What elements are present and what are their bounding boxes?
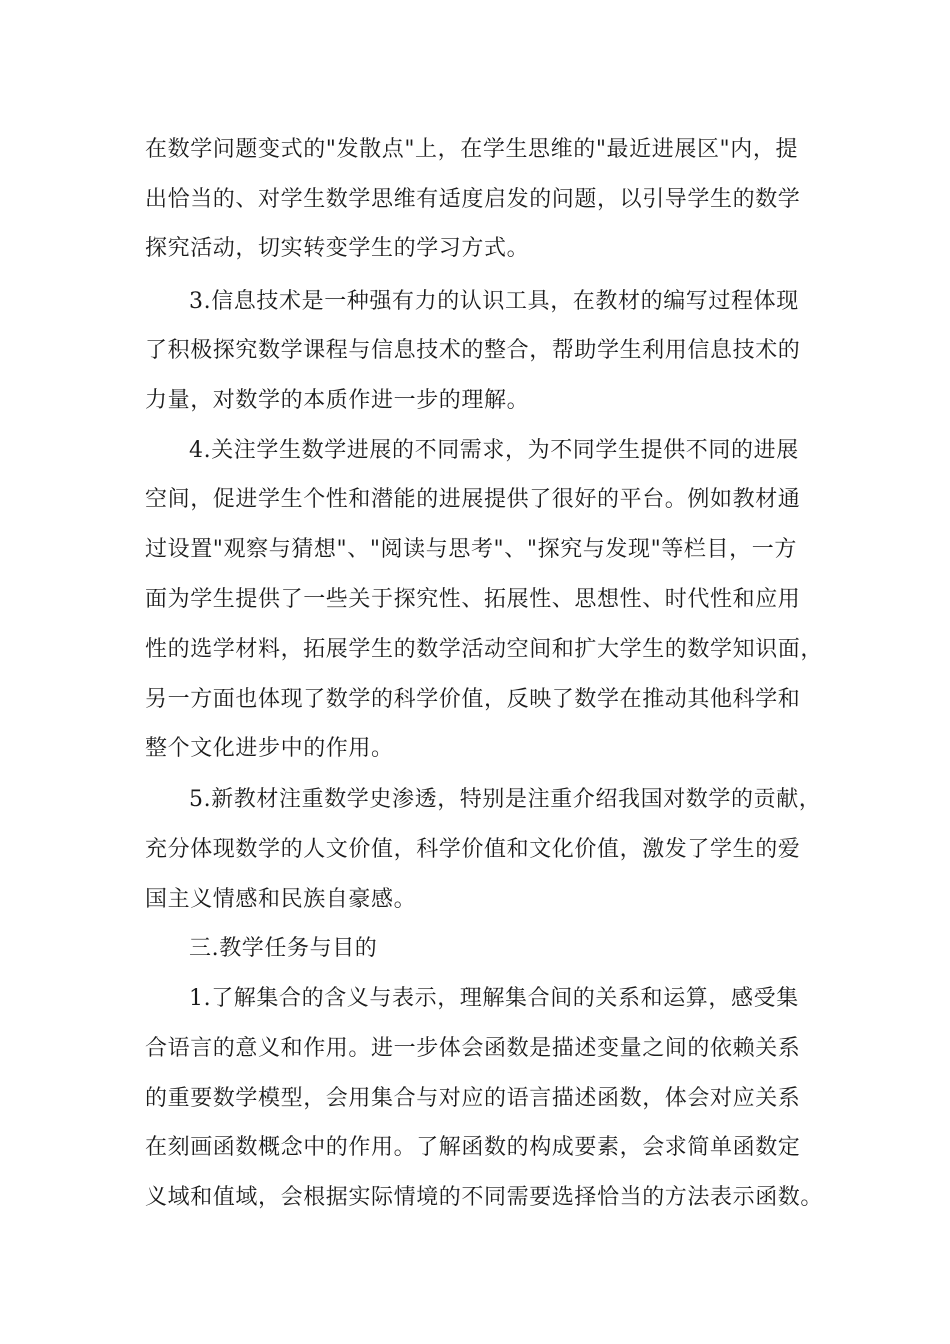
text-line: 过设置"观察与猜想"、"阅读与思考"、"探究与发现"等栏目，一方 — [145, 537, 797, 562]
text-line: 在刻画函数概念中的作用。了解函数的构成要素，会求简单函数定 — [145, 1135, 801, 1160]
section-heading: 三.教学任务与目的 — [189, 936, 378, 961]
text-line: 充分体现数学的人文价值，科学价值和文化价值，激发了学生的爱 — [145, 837, 801, 862]
text-line: 探究活动，切实转变学生的学习方式。 — [145, 236, 530, 261]
text-line: 面为学生提供了一些关于探究性、拓展性、思想性、时代性和应用 — [145, 587, 801, 612]
text-line: 国主义情感和民族自豪感。 — [145, 887, 417, 912]
paragraph-1-first-line: 1.了解集合的含义与表示，理解集合间的关系和运算，感受集 — [189, 986, 799, 1011]
text-line: 另一方面也体现了数学的科学价值，反映了数学在推动其他科学和 — [145, 687, 801, 712]
text-line: 出恰当的、对学生数学思维有适度启发的问题，以引导学生的数学 — [145, 187, 801, 212]
paragraph-5-first-line: 5.新教材注重数学史渗透，特别是注重介绍我国对数学的贡献， — [189, 787, 822, 812]
text-line: 合语言的意义和作用。进一步体会函数是描述变量之间的依赖关系 — [145, 1036, 801, 1061]
text-line: 整个文化进步中的作用。 — [145, 736, 394, 761]
paragraph-3-first-line: 3.信息技术是一种强有力的认识工具，在教材的编写过程体现 — [189, 289, 799, 314]
text-line: 义域和值域，会根据实际情境的不同需要选择恰当的方法表示函数。 — [145, 1185, 824, 1210]
text-line: 力量，对数学的本质作进一步的理解。 — [145, 388, 530, 413]
text-line: 空间，促进学生个性和潜能的进展提供了很好的平台。例如教材通 — [145, 487, 801, 512]
text-line: 在数学问题变式的"发散点"上，在学生思维的"最近进展区"内，提 — [145, 137, 799, 162]
text-line: 的重要数学模型，会用集合与对应的语言描述函数，体会对应关系 — [145, 1086, 801, 1111]
text-line: 了积极探究数学课程与信息技术的整合，帮助学生利用信息技术的 — [145, 338, 801, 363]
paragraph-4-first-line: 4.关注学生数学进展的不同需求，为不同学生提供不同的进展 — [189, 438, 799, 463]
text-line: 性的选学材料，拓展学生的数学活动空间和扩大学生的数学知识面， — [145, 637, 824, 662]
